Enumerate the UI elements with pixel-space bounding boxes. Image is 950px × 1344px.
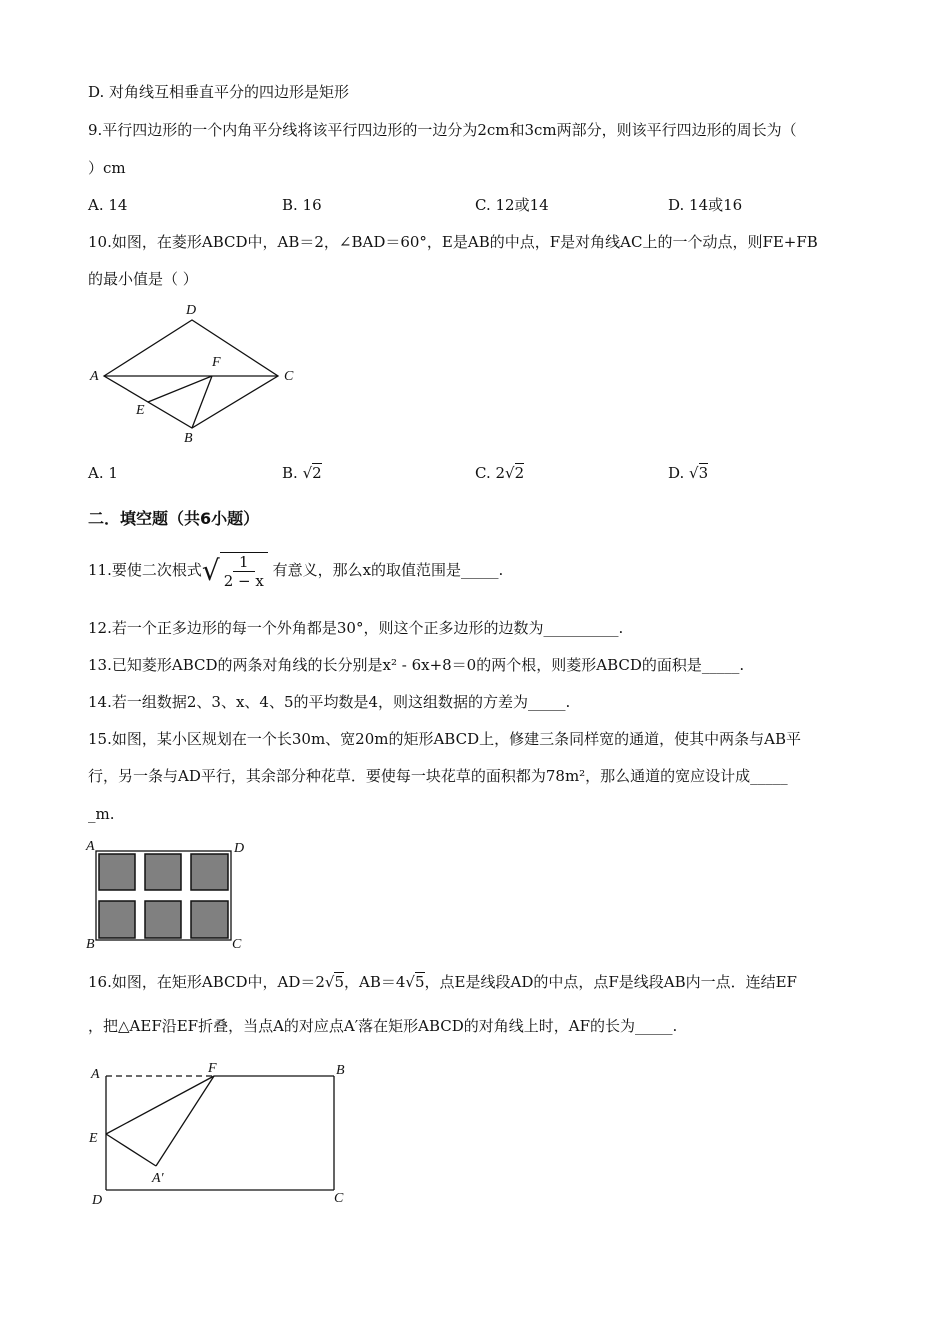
flower-bed bbox=[145, 854, 181, 890]
label-b: B bbox=[86, 937, 95, 952]
flower-bed bbox=[191, 901, 228, 938]
segment-fa-prime bbox=[156, 1076, 214, 1166]
label-a-prime: A′ bbox=[152, 1171, 164, 1186]
sqrt-symbol: √5 bbox=[405, 973, 425, 991]
q16-rectangle-figure bbox=[86, 1058, 356, 1208]
q16-text-line2: ，把△AEF沿EF折叠，当点A的对应点A′落在矩形ABCD的对角线上时，AF的长为_____. bbox=[88, 1017, 678, 1035]
q10-option-a: A. 1 bbox=[88, 464, 118, 482]
q10-text-line2: 的最小值是（ ） bbox=[88, 270, 198, 288]
label-a: A bbox=[91, 1067, 100, 1082]
label-b: B bbox=[336, 1063, 345, 1078]
label-a: A bbox=[90, 369, 99, 384]
q9-option-d: D. 14或16 bbox=[668, 196, 743, 214]
section-title: 二．填空题（共6小题） bbox=[88, 509, 260, 528]
q12-text: 12.若一个正多边形的每一个外角都是30°，则这个正多边形的边数为__________. bbox=[88, 619, 624, 637]
segment-ea-prime bbox=[106, 1134, 156, 1166]
sqrt-symbol: √2 bbox=[302, 464, 322, 482]
q14-text: 14.若一组数据2、3、x、4、5的平均数是4，则这组数据的方差为_____. bbox=[88, 693, 571, 711]
label-d: D bbox=[234, 841, 245, 856]
sqrt-symbol: √2 bbox=[505, 464, 525, 482]
segment-fb bbox=[192, 376, 212, 428]
sqrt-symbol: √5 bbox=[324, 973, 345, 991]
q11-text: 11.要使二次根式√ $\frac{1}{2 - x}$ 有意义，那么x的取值范围是_____. bbox=[88, 553, 504, 590]
q9-option-b: B. 16 bbox=[282, 196, 322, 214]
q10-option-c: C. 2√2 bbox=[475, 464, 525, 482]
label-c: C bbox=[232, 937, 242, 952]
flower-bed bbox=[145, 901, 181, 938]
q9-text-line1: 9.平行四边形的一个内角平分线将该平行四边形的一边分为2cm和3cm两部分，则该平行四边形的周长为（ bbox=[88, 121, 797, 139]
q9-option-a: A. 14 bbox=[88, 196, 128, 214]
q16-text-line1: 16.如图，在矩形ABCD中，AD＝2√5，AB＝4√5，点E是线段AD的中点，点F是线段AB内一点．连结EF bbox=[88, 973, 797, 991]
label-b: B bbox=[184, 431, 193, 446]
q15-text-line3: _m. bbox=[88, 805, 115, 823]
sqrt-symbol: √3 bbox=[689, 464, 709, 482]
q11-fraction: $\frac{1}{2 - x}$ bbox=[220, 552, 268, 590]
q13-text: 13.已知菱形ABCD的两条对角线的长分别是x² ‑ 6x+8＝0的两个根，则菱形ABCD的面积是_____. bbox=[88, 656, 745, 674]
q9-option-c: C. 12或14 bbox=[475, 196, 549, 214]
label-f: F bbox=[208, 1061, 217, 1076]
q10-option-d: D. √3 bbox=[668, 464, 709, 482]
q15-text-line1: 15.如图，某小区规划在一个长30m、宽20m的矩形ABCD上，修建三条同样宽的通道，使其中两条与AB平 bbox=[88, 730, 801, 748]
label-c: C bbox=[334, 1191, 344, 1206]
label-f: F bbox=[212, 355, 221, 370]
segment-fe bbox=[148, 376, 212, 402]
q15-garden-figure bbox=[86, 838, 256, 953]
rhombus-outline bbox=[104, 320, 278, 428]
sqrt-symbol: √ bbox=[201, 554, 220, 587]
flower-bed bbox=[191, 854, 228, 890]
flower-bed bbox=[99, 854, 135, 890]
fold-line-ef bbox=[106, 1076, 214, 1134]
q10-text-line1: 10.如图，在菱形ABCD中，AB＝2，∠BAD＝60°，E是AB的中点，F是对角线AC上的一个动点，则FE+FB bbox=[88, 233, 818, 251]
q8-option-d: D. 对角线互相垂直平分的四边形是矩形 bbox=[88, 83, 350, 101]
q10-option-b: B. √2 bbox=[282, 464, 322, 482]
flower-bed bbox=[99, 901, 135, 938]
label-e: E bbox=[136, 403, 145, 418]
q9-text-line2: ）cm bbox=[88, 159, 126, 177]
label-c: C bbox=[284, 369, 294, 384]
q15-text-line2: 行，另一条与AD平行，其余部分种花草．要使每一块花草的面积都为78m²，那么通道的宽应设计成_____ bbox=[88, 767, 788, 785]
q10-rhombus-figure bbox=[88, 298, 308, 448]
label-d: D bbox=[92, 1193, 103, 1208]
label-e: E bbox=[89, 1131, 98, 1146]
label-a: A bbox=[86, 839, 95, 854]
label-d: D bbox=[186, 303, 197, 318]
